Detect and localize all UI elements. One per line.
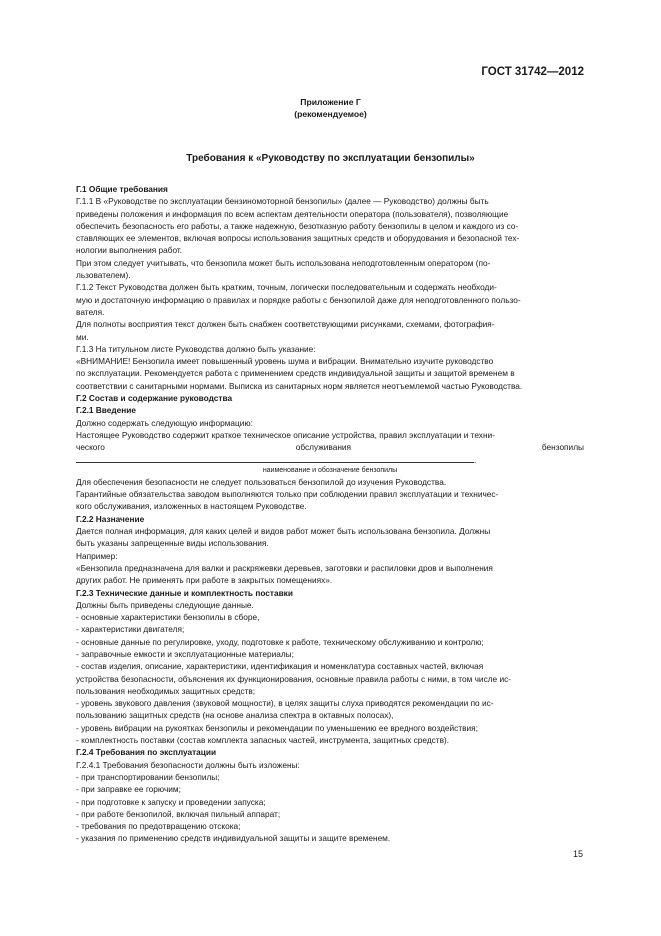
- text-line: Настоящее Руководство содержит краткое техническое описание устройства, правил эксплуатации и техни-: [76, 429, 495, 440]
- subsection-heading-g2-2: Г.2.2 Назначение: [76, 513, 145, 524]
- list-item: - указания по применению средств индивидуальной защиты и защите временем.: [76, 833, 391, 844]
- list-item: - уровень вибрации на рукоятках бензопилы и рекомендации по уменьшению ее вредного воздействия;: [76, 722, 478, 733]
- text-fragment: ческого обслуживания бензопилы: [76, 442, 584, 453]
- page-title: Требования к «Руководству по эксплуатации бензопилы»: [186, 153, 475, 164]
- text-line: льзователем).: [76, 270, 131, 281]
- text-line: мую и достаточную информацию о правилах и порядке работы с бензопилой даже для неподготовленного пользо-: [76, 294, 521, 305]
- text-line: При этом следует учитывать, что бензопила может быть использована неподготовленным оператором (по-: [76, 257, 491, 268]
- paragraph-g2-1-d: [76, 488, 584, 513]
- subsection-heading-g2-3: Г.2.3 Технические данные и комплектность поставки: [76, 587, 293, 598]
- text-line: ми.: [76, 331, 89, 342]
- text-line: - состав изделия, описание, характеристики, идентификация и номенклатура составных частей, включая: [76, 661, 484, 672]
- text-line: Для полноты восприятия текст должен быть снабжен соответствующими рисунками, схемами, фотография-: [76, 319, 495, 330]
- paragraph-g2-2-b: Например:: [76, 550, 118, 561]
- paragraph-g1-2: [76, 281, 584, 318]
- paragraph-warning: [76, 355, 584, 392]
- paragraph-g2-3-a: Должны быть приведены следующие данные.: [76, 599, 254, 610]
- subsection-heading-g2-4: Г.2.4 Требования по эксплуатации: [76, 747, 217, 758]
- text-line: быть указаны запрещенные виды использования.: [76, 538, 269, 549]
- text-line: ставляющих ее элементов, включая вопросы использования защитных средств и оборудования и безопасной тех-: [76, 233, 520, 244]
- list-item: - при заправке ее горючим;: [76, 784, 181, 795]
- list-item: - требования по предотвращению отскока;: [76, 821, 241, 832]
- paragraph-g1-note: [76, 257, 584, 282]
- list-item: - при подготовке к запуску и проведении запуска;: [76, 796, 266, 807]
- paragraph-g2-1-b: [76, 429, 584, 466]
- text-fragment: .: [474, 454, 477, 465]
- list-item: - основные характеристики бензопилы в сборе,: [76, 612, 260, 623]
- text-line: пользованию защитных средств (на основе анализа спектра в октавных полосах),: [76, 710, 394, 721]
- section-heading-g2: Г.2 Состав и содержание руководства: [76, 393, 233, 404]
- blank-fill-line: [76, 454, 477, 465]
- paragraph-g1-1: [76, 195, 584, 256]
- paragraph-g1-3: Г.1.3 На титульном листе Руководства должно быть указание:: [76, 343, 316, 354]
- section-heading-g1: Г.1 Общие требования: [76, 184, 168, 194]
- list-item: - характеристики двигателя;: [76, 624, 185, 635]
- page-number: 15: [572, 849, 583, 859]
- list-item: [76, 660, 584, 697]
- fill-caption: наименование и обозначение бензопилы: [262, 466, 398, 474]
- text-line: - уровень звукового давления (звуковой мощности), в целях защиты слуха приводятся рекомендации по ис-: [76, 698, 494, 709]
- list-item: - при работе бензопилой, включая пильный аппарат;: [76, 808, 281, 819]
- text-line: нологии выполнения работ.: [76, 245, 183, 256]
- text-line: других работ. Не применять при работе в закрытых помещениях».: [76, 575, 333, 586]
- text-line: [76, 441, 584, 466]
- text-line: соответствии с санитарными нормами. Выписка из санитарных норм является неотъемлемой частью Руководства.: [76, 380, 523, 391]
- document-body: [76, 183, 584, 845]
- appendix-status: (рекомендуемое): [294, 109, 367, 119]
- list-item: - комплектность поставки (состав комплекта запасных частей, инструмента, защитных средств).: [76, 735, 450, 746]
- text-line: приведены положения и информация по всем аспектам деятельности оператора (пользователя), позволяющие: [76, 208, 509, 219]
- paragraph-g2-4-1: Г.2.4.1 Требования безопасности должны быть изложены:: [76, 759, 300, 770]
- paragraph-g2-1-a: Должно содержать следующую информацию:: [76, 417, 253, 428]
- text-line: Г.1.1 В «Руководстве по эксплуатации бензиномоторной бензопилы» (далее — Руководство) должны быть: [76, 196, 489, 207]
- text-line: Дается полная информация, для каких целей и видов работ может быть использована бензопила. Должны: [76, 526, 491, 537]
- appendix-label: Приложение Г: [300, 97, 361, 107]
- paragraph-g2-2-a: [76, 525, 584, 550]
- text-line: по эксплуатации. Рекомендуется работа с применением средств индивидуальной защиты и защитой временем в: [76, 368, 515, 379]
- text-line: вателя.: [76, 306, 105, 317]
- text-line: Гарантийные обязательства заводом выполняются только при соблюдении правил эксплуатации и техничес-: [76, 489, 499, 500]
- document-code: ГОСТ 31742—2012: [481, 66, 584, 78]
- text-line: «ВНИМАНИЕ! Бензопила имеет повышенный уровень шума и вибрации. Внимательно изучите руководство: [76, 356, 494, 367]
- text-line: обеспечить безопасность его работы, а также надежную, безотказную работу бензопилы в целом и каждого из со-: [76, 220, 519, 231]
- text-line: устройства безопасности, объяснения их функционирования, основные правила работы с ними, в том числе ис-: [76, 673, 512, 684]
- text-line: кого обслуживания, изложенных в настоящем Руководстве.: [76, 501, 307, 512]
- paragraph-illustrations: [76, 318, 584, 343]
- paragraph-g2-2-c: [76, 562, 584, 587]
- paragraph-g2-1-c: Для обеспечения безопасности не следует пользоваться бензопилой до изучения Руководства.: [76, 476, 447, 487]
- list-item: - заправочные емкости и эксплуатационные материалы;: [76, 648, 294, 659]
- text-line: «Бензопила предназначена для валки и раскряжевки деревьев, заготовки и распиловки дров и выполнения: [76, 562, 493, 573]
- text-line: пользования необходимых защитных средств;: [76, 685, 256, 696]
- list-item: - основные данные по регулировке, уходу, подготовке к работе, техническому обслуживанию и контролю;: [76, 636, 484, 647]
- subsection-heading-g2-1: Г.2.1 Введение: [76, 405, 137, 416]
- list-item: - при транспортировании бензопилы;: [76, 771, 220, 782]
- text-line: Г.1.2 Текст Руководства должен быть кратким, точным, логически последовательным и содержать необходи-: [76, 282, 497, 293]
- list-item: [76, 697, 584, 722]
